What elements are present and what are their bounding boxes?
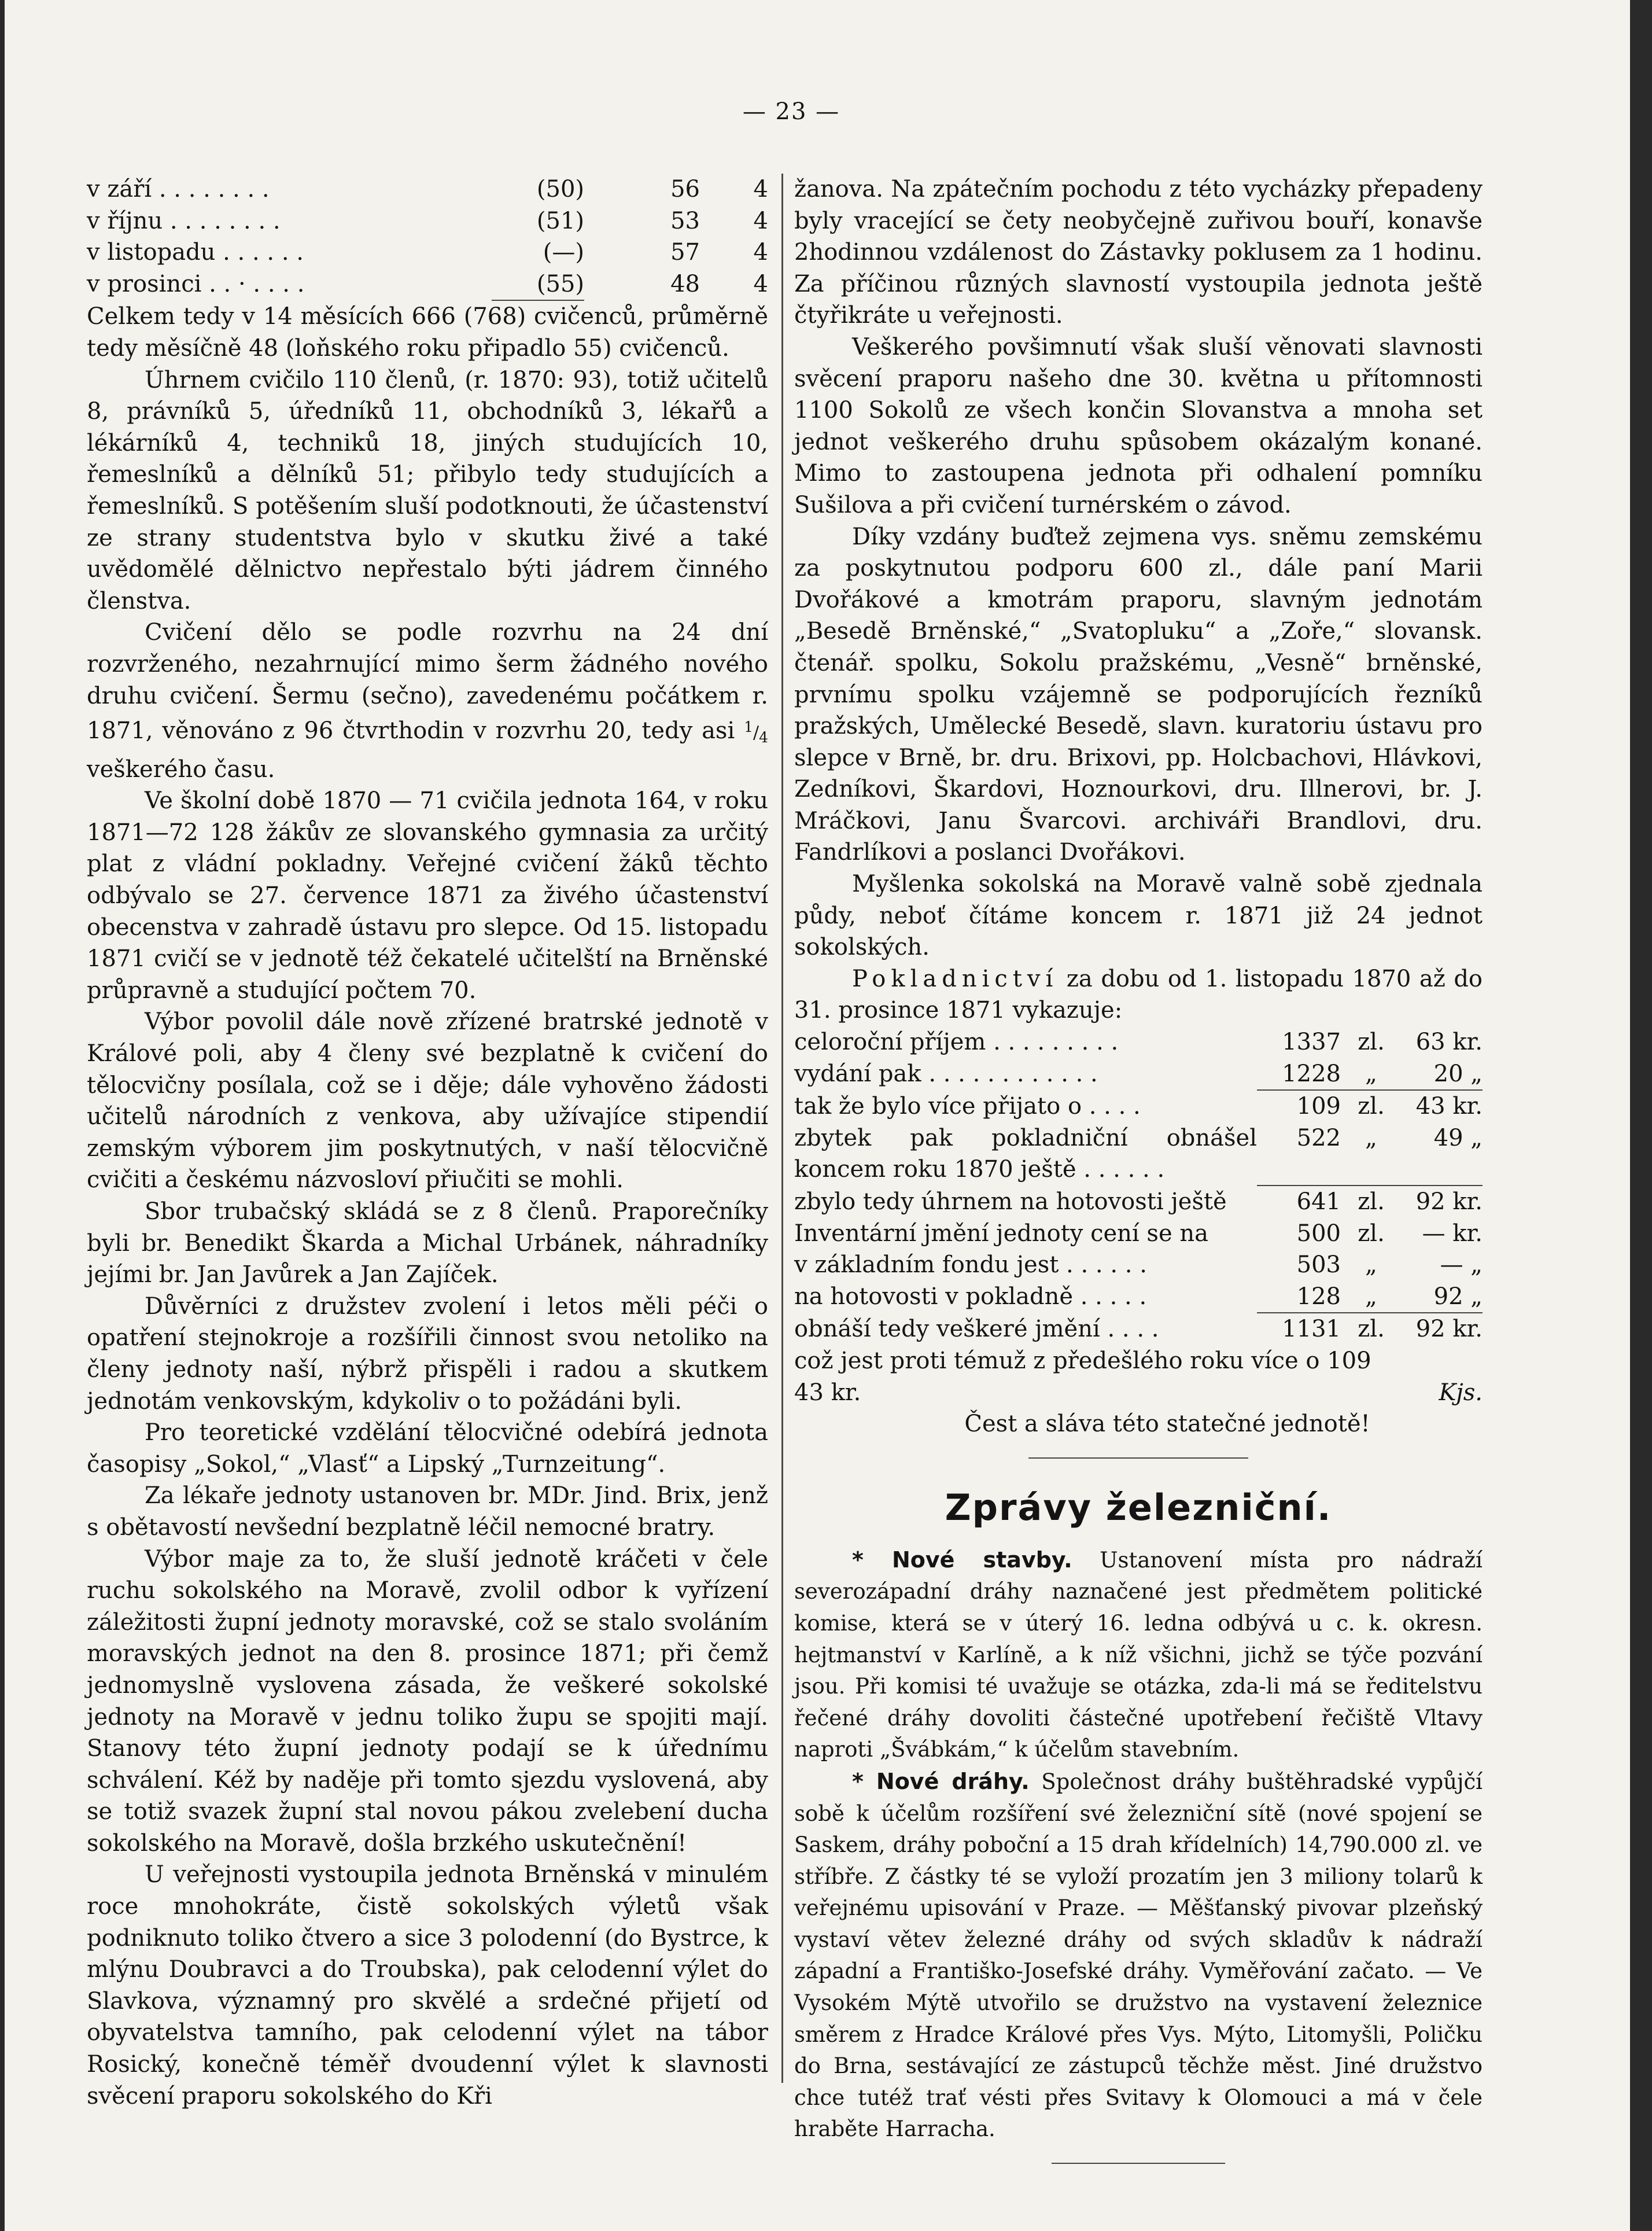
- paragraph-school-year: Ve školní době 1870 — 71 cvičila jednota 164, v roku 1871—72 128 žákův ze slovanského gymnasia za určitý plat z vládní pokladny. Veřejné cvičení žáků těchto odbývalo se 27. července 1871 za živého účastenství obecenstva v zahradě ústavu pro slepce. Od 15. listopadu 1871 cvičí se v jednotě též čekatelé učitelští na Brněnské průpravně a studující počtem 70.: [87, 787, 768, 1004]
- paragraph-return-march: žanova. Na zpátečním pochodu z této vycházky přepadeny byly vracející se čety neobyčejně zuřivou bouří, konavše 2hodinnou vzdálenost do Zástavky poklusem za 1 hodinu. Za příčinou různých slavností vystoupila jednota ještě čtyřikráte u veřejnosti.: [794, 176, 1483, 329]
- ledger-subunit: 63 kr.: [1415, 1029, 1483, 1056]
- table-row: [794, 1058, 1483, 1091]
- ledger-label: vydání pak . . . . . . . . . . . .: [794, 1060, 1098, 1087]
- paragraph-exercise-schedule: [87, 617, 768, 785]
- month-name: v prosinci . . · . . . .: [87, 270, 305, 297]
- current-count: 57: [670, 239, 700, 266]
- paragraph-trumpet-corps: Sbor trubačský skládá se z 8 členů. Praporečníky byli br. Benedikt Škarda a Michal Urbánek, náhradníky jejími br. Jan Javůrek a Jan Zajíček.: [87, 1198, 768, 1288]
- week-count: 4: [753, 207, 768, 234]
- ledger-subunit: — kr.: [1422, 1220, 1483, 1247]
- ledger-currency: zl.: [1358, 1093, 1385, 1120]
- ledger-label: v základním fondu jest . . . . . .: [794, 1251, 1147, 1279]
- paragraph-moravian-district: Výbor maje za to, že sluší jednotě kráčeti v čele ruchu sokolského na Moravě, zvolil odbor k vyřízení záležitosti župní jednoty moravské, což se stalo svoláním moravských jednot na den 8. prosince 1871; při čemž jednomyslně vyslovena zásada, že veškeré sokolské jednoty na Moravě v jednu toliko župu se spojiti mají. Stanovy této župní jednoty podají se k úřednímu schválení. Kéž by naděje při tomto sjezdu vyslovená, aby se totiž svazek župní stal novou pákou zvelebení ducha sokolského na Moravě, došla brzkého uskutečnění!: [87, 1545, 768, 1857]
- ledger-subunit: 92 „: [1402, 1281, 1483, 1313]
- paragraph-total-attendance: Celkem tedy v 14 měsících 666 (768) cvičenců, průměrně tedy měsíčně 48 (loňského roku připadlo 55) cvičenců.: [87, 303, 768, 362]
- ledger-amount: 1131: [1282, 1316, 1341, 1343]
- current-count: 48: [670, 270, 700, 297]
- treasury-summary: což jest proti témuž z předešlého roku více o 109: [794, 1347, 1371, 1374]
- ledger-amount: 500: [1296, 1220, 1341, 1247]
- paragraph-membership: Úhrnem cvičilo 110 členů, (r. 1870: 93), totiž učitelů 8, právníků 5, úředníků 11, obchodníků 3, lékařů a lékárníků 4, techniků 18, jiných studujících 10, řemeslníků a dělníků 51; přibylo tedy studujících a řemeslníků. S potěšením sluší podotknouti, že účastenství ze strany studentstva bylo v skutku živé a také uvědomělé dělnictvo nepřestalo býti jádrem činného členstva.: [87, 366, 768, 614]
- table-row: [794, 1122, 1483, 1186]
- table-row: [794, 1090, 1483, 1122]
- paragraph-sokol-idea: Myšlenka sokolská na Moravě valně sobě zjednala půdy, neboť čítáme koncem r. 1871 již 24 jednot sokolských.: [794, 871, 1483, 961]
- news-lead: * Nové dráhy.: [852, 1768, 1030, 1794]
- page-number: — 23 —: [742, 98, 840, 125]
- table-row: [794, 1249, 1483, 1281]
- table-row: [794, 1186, 1483, 1218]
- newspaper-page: [5, 0, 1630, 2231]
- table-row: [794, 1313, 1483, 1345]
- paragraph-exercise-tail: veškerého času.: [87, 756, 275, 783]
- ledger-currency: „: [1341, 1281, 1402, 1313]
- ledger-label: Inventární jmění jednoty cení se na: [794, 1220, 1208, 1247]
- news-text: Společnost dráhy buštěhradské vypůjčí sobě k účelům rozšíření své železniční sítě (nové spojení se Saskem, dráhy poboční a 15 drah křídelních) 14,790.000 zl. ve stříbře. Z částky té se vyloží prozatím jen 3 miliony tolarů k veřejnému upisování v Praze. — Měšťanský pivovar plzeňský vystaví větev železné dráhy od svých skladův k nádraží západní a Františko-Josefské dráhy. Vyměřování začato. — Ve Vysokém Mýtě utvořilo se družstvo na vystavení železnice směrem z Hradce Králové přes Vys. Mýto, Litomyšli, Poličku do Brna, sestávající ze zástupců těchže měst. Jiné družstvo chce tutéž trať vésti přes Svitavy k Olomouci a má v čele hraběte Harracha.: [794, 1769, 1483, 2142]
- ledger-label: zbylo tedy úhrnem na hotovosti ještě: [794, 1188, 1227, 1215]
- ledger-amount: 1228: [1257, 1058, 1341, 1091]
- table-row: [87, 268, 768, 301]
- ledger-amount: 109: [1296, 1093, 1341, 1120]
- previous-count: (—): [543, 239, 584, 266]
- ledger-subunit: 92 kr.: [1415, 1316, 1483, 1343]
- treasury-intro-text: za dobu od 1. listopadu 1870 až do 31. prosince 1871 vykazuje:: [794, 965, 1483, 1024]
- previous-count: (50): [536, 176, 584, 203]
- ledger-currency: zl.: [1358, 1220, 1385, 1247]
- paragraph-treasury-intro: [794, 963, 1483, 1026]
- month-name: v listopadu . . . . . .: [87, 239, 304, 266]
- right-column: [794, 174, 1483, 2164]
- paragraph-flag-consecration: Veškerého povšimnutí však sluší věnovati slavnosti svěcení praporu našeho dne 30. května u přítomnosti 1100 Sokolů ze všech končin Slovanstva a mnoha set jednot veškerého druhu spůsobem okázalým konané. Mimo to zastoupena jednota při odhalení pomníku Sušilova a při cvičení turnérském o závod.: [794, 333, 1483, 518]
- ledger-amount: 1337: [1282, 1029, 1341, 1056]
- paragraph-periodicals: Pro teoretické vzdělání tělocvičné odebírá jednota časopisy „Sokol,“ „Vlasť“ a Lipský „Turnzeitung“.: [87, 1419, 768, 1478]
- paragraph-trustees: Důvěrníci z družstev zvolení i letos měli péči o opatření stejnokroje a rozšířili činnost svou netoliko na členy jednoty naší, nýbrž přispěli i radou a skutkem jednotám venkovským, kdykoliv o to požádáni byli.: [87, 1293, 768, 1415]
- month-name: v říjnu . . . . . . . .: [87, 207, 281, 234]
- summary-signature-line: [794, 1377, 1483, 1409]
- closing-line: Čest a sláva této statečné jednotě!: [964, 1411, 1370, 1438]
- week-count: 4: [753, 270, 768, 297]
- ledger-currency: zl.: [1358, 1029, 1385, 1056]
- paragraph-exercise-text: Cvičení dělo se podle rozvrhu na 24 dní rozvrženého, nezahrnující mimo šerm žádného nového druhu cvičení. Šermu (sečno), zavedenému počátkem r. 1871, věnováno z 96 čtvrthodin v rozvrhu 20, tedy asi: [87, 619, 768, 745]
- section-divider: [1028, 1457, 1248, 1459]
- ledger-label: tak že bylo více přijato o . . . .: [794, 1093, 1141, 1120]
- table-row: [87, 237, 768, 268]
- week-count: 4: [753, 176, 768, 203]
- news-item-new-construction: [794, 1544, 1483, 1766]
- column-divider: [781, 174, 783, 2083]
- ledger-currency: zl.: [1358, 1316, 1385, 1343]
- ledger-currency: „: [1365, 1251, 1377, 1279]
- table-row: [794, 1218, 1483, 1250]
- ledger-amount: 503: [1296, 1251, 1341, 1279]
- ledger-label: obnáší tedy veškeré jmění . . . .: [794, 1316, 1159, 1343]
- current-count: 56: [670, 176, 700, 203]
- treasury-heading: Pokladnictví: [852, 965, 1059, 992]
- table-row: [87, 174, 768, 205]
- month-name: v září . . . . . . . .: [87, 176, 270, 203]
- ledger-currency: „: [1341, 1058, 1402, 1091]
- ledger-label: na hotovosti v pokladně . . . . .: [794, 1283, 1147, 1310]
- treasury-table: [794, 1026, 1483, 1345]
- ledger-subunit: 43 kr.: [1415, 1093, 1483, 1120]
- news-item-new-railways: [794, 1766, 1483, 2145]
- ledger-currency: zl.: [1358, 1188, 1385, 1215]
- rail-news-heading: Zprávy železniční.: [945, 1486, 1332, 1529]
- ledger-amount: 641: [1296, 1188, 1341, 1215]
- rail-news-body: [794, 1544, 1483, 2145]
- news-lead: * Nové stavby.: [852, 1547, 1072, 1573]
- fraction: $^1/_4$: [744, 719, 768, 746]
- paragraph-committee-permits: Výbor povolil dále nově zřízené bratrské jednotě v Králové poli, aby 4 členy své bezplatně k cvičení do tělocvičny posílala, což se i děje; dále vyhověno žádosti učitelů národních z venkova, aby užívajíce stipendií zemským výborem jim poskytnutých, v naší tělocvičně cvičiti a českému názvosloví přiučiti se mohli.: [87, 1008, 768, 1194]
- left-column: [87, 174, 768, 2112]
- week-count: 4: [753, 239, 768, 266]
- ledger-amount: 522: [1257, 1122, 1341, 1186]
- paragraph-physician: Za lékaře jednoty ustanoven br. MDr. Jind. Brix, jenž s obětavostí nevšední bezplatně léčil nemocné bratry.: [87, 1482, 768, 1541]
- ledger-label: zbytek pak pokladniční obnášel koncem roku 1870 ještě . . . . . .: [794, 1124, 1257, 1183]
- ledger-currency: „: [1341, 1122, 1402, 1186]
- ledger-amount: 128: [1257, 1281, 1341, 1313]
- treasury-summary-tail: 43 kr.: [794, 1379, 861, 1406]
- signature: Kjs.: [1439, 1379, 1483, 1406]
- table-row: [794, 1026, 1483, 1058]
- ledger-subunit: 49 „: [1402, 1122, 1483, 1186]
- ledger-subunit: 20 „: [1402, 1058, 1483, 1091]
- paragraph-public-outings: U veřejnosti vystoupila jednota Brněnská v minulém roce mnohokráte, čistě sokolských výletů však podniknuto toliko čtvero a sice 3 polodenní (do Bystrce, k mlýnu Doubravci a do Troubska), pak celodenní výlet do Slavkova, významný pro skvělé a srdečné přijetí od obyvatelstva tamního, pak celodenní výlet na tábor Rosický, konečně téměř dvoudenní výlet k slavnosti svěcení praporu sokolského do Kři: [87, 1861, 768, 2109]
- fraction-denominator: 4: [759, 729, 768, 746]
- previous-count: (55): [492, 268, 584, 301]
- monthly-attendance-table: [87, 174, 768, 301]
- ledger-subunit: — „: [1440, 1251, 1483, 1279]
- current-count: 53: [670, 207, 700, 234]
- table-row: [87, 205, 768, 237]
- table-row: [794, 1281, 1483, 1313]
- news-text: Ustanovení místa pro nádraží severozápadní dráhy naznačené jest předmětem politické komise, která se v úterý 16. ledna odbývá u c. k. okresn. hejtmanství v Karlíně, a k níž všichni, jichž se týče pozvání jsou. Při komisi té uvažuje se otázka, zda-li má se ředitelstvu řečené dráhy dovoliti částečné upotřebení řečiště Vltavy naproti „Švábkám,“ k účelům stavebním.: [794, 1547, 1483, 1762]
- paragraph-thanks: Díky vzdány buďtež zejmena vys. sněmu zemskému za poskytnutou podporu 600 zl., dále paní Marii Dvořákové a kmotrám praporu, slavným jednotám „Besedě Brněnské,“ „Svatopluku“ a „Zoře,“ slovansk. čtenář. spolku, Sokolu pražskému, „Vesně“ brněnské, prvnímu spolku vzájemně se podporujících řezníků pražských, Umělecké Besedě, slavn. kuratoriu ústavu pro slepce v Brně, br. dru. Brixovi, pp. Holcbachovi, Hlávkovi, Zedníkovi, Škardovi, Hoznourkovi, dru. Illnerovi, br. J. Mráčkovi, Janu Švarcovi. archiváři Brandlovi, dru. Fandrlíkovi a poslanci Dvořákovi.: [794, 523, 1483, 866]
- end-rule: [1052, 2163, 1225, 2164]
- ledger-subunit: 92 kr.: [1415, 1188, 1483, 1215]
- ledger-label: celoroční příjem . . . . . . . . .: [794, 1029, 1119, 1056]
- fraction-numerator: 1: [744, 719, 753, 736]
- previous-count: (51): [536, 207, 584, 234]
